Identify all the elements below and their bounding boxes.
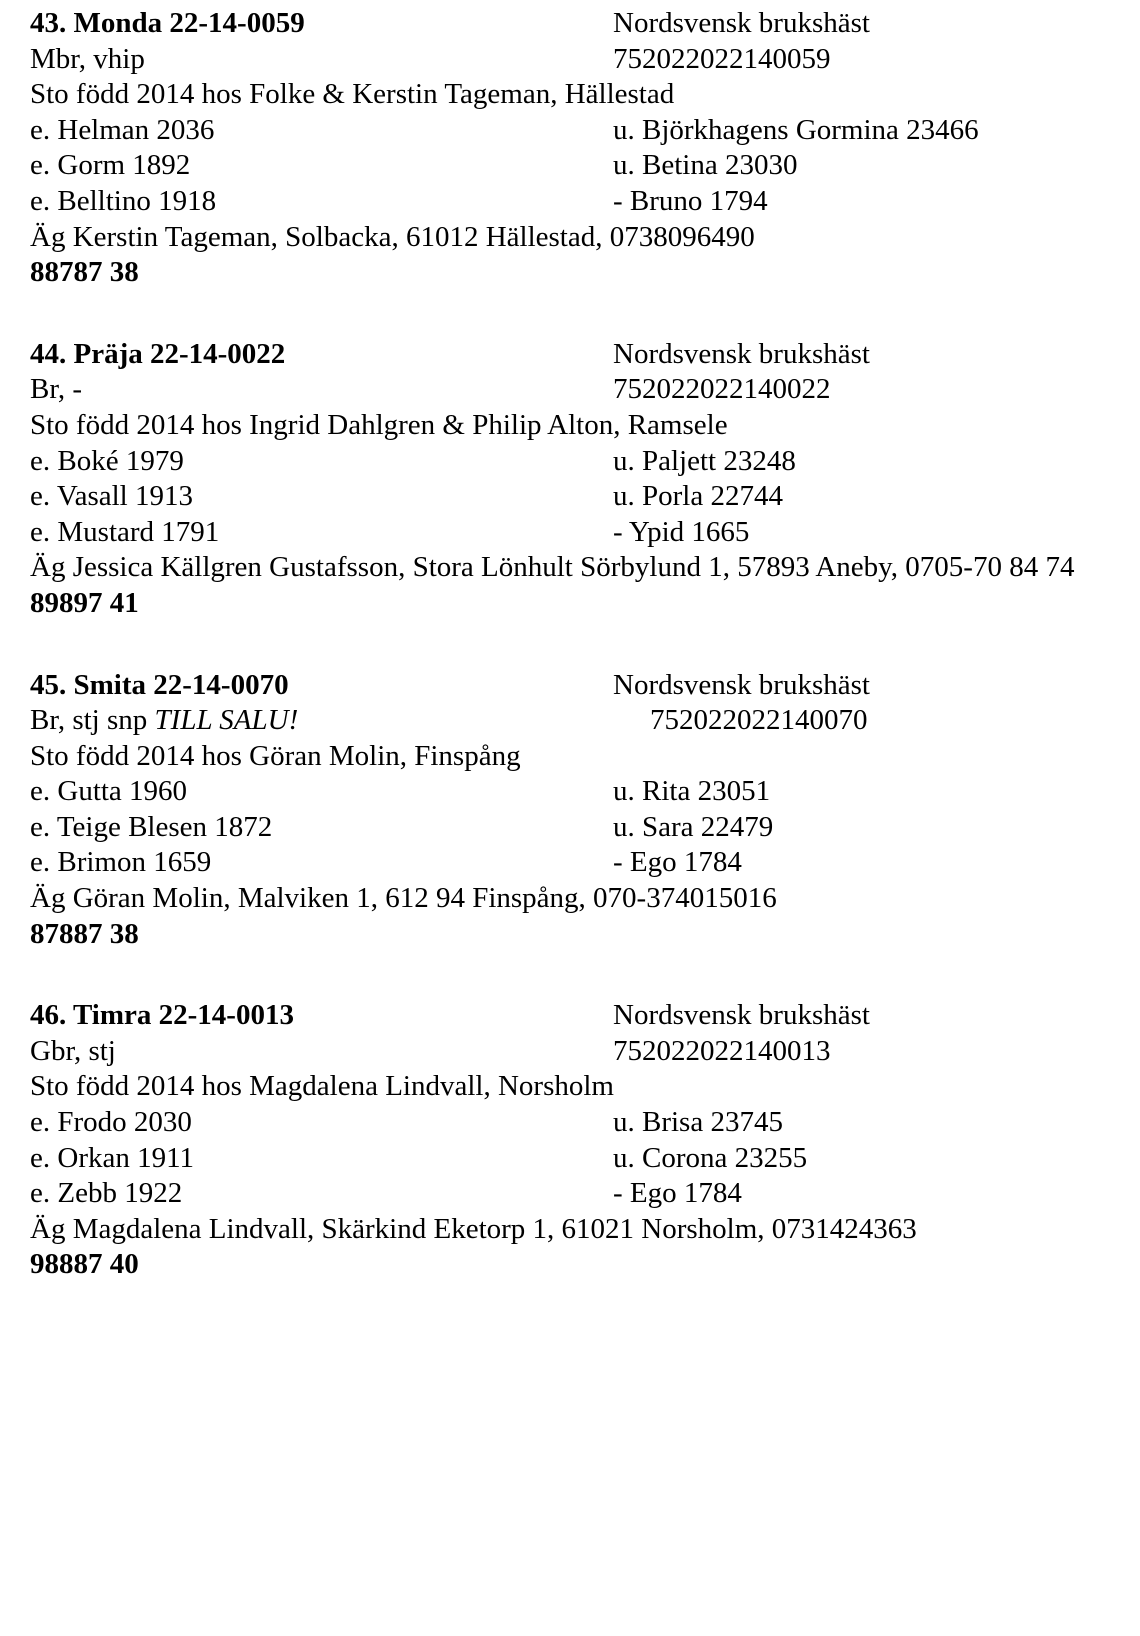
color-markings-text: Gbr, stj	[30, 1034, 116, 1067]
entry-marks-row	[30, 703, 1110, 739]
entry-header-row	[30, 668, 1110, 704]
entry-owner-line: Äg Göran Molin, Malviken 1, 612 94 Finspång, 070-374015016	[30, 882, 777, 915]
pedigree-row	[30, 184, 1110, 220]
entry-birth-line: Sto född 2014 hos Magdalena Lindvall, Norsholm	[30, 1070, 614, 1103]
for-sale-note: TILL SALU!	[154, 704, 299, 737]
pedigree-dam: u. Rita 23051	[613, 775, 771, 808]
entry-title: 43. Monda 22-14-0059	[30, 7, 305, 39]
pedigree-sire: e. Vasall 1913	[30, 480, 193, 513]
entry-header-row	[30, 337, 1110, 373]
pedigree-dam: - Ego 1784	[613, 1177, 742, 1210]
pedigree-sire: e. Helman 2036	[30, 113, 215, 146]
entry-birth-line: Sto född 2014 hos Folke & Kerstin Tageman, Hällestad	[30, 78, 675, 111]
entry-birth-line: Sto född 2014 hos Ingrid Dahlgren & Philip Alton, Ramsele	[30, 408, 728, 441]
pedigree-sire: e. Gutta 1960	[30, 775, 188, 808]
entry-score: 89897 41	[30, 586, 139, 619]
pedigree-dam: u. Porla 22744	[613, 480, 783, 513]
entry-list	[30, 6, 1110, 1283]
entry-header-row	[30, 998, 1110, 1034]
pedigree-sire: e. Brimon 1659	[30, 846, 212, 879]
color-markings-text: Br, -	[30, 373, 82, 406]
entry-owner-line: Äg Kerstin Tageman, Solbacka, 61012 Hällestad, 0738096490	[30, 220, 755, 253]
entry-registration-number: 752022022140013	[613, 1034, 831, 1067]
entry-breed: Nordsvensk brukshäst	[613, 999, 870, 1032]
pedigree-row	[30, 1141, 1110, 1177]
pedigree-row	[30, 1105, 1110, 1141]
entry-color-markings	[30, 703, 613, 739]
horse-entry	[30, 6, 1110, 291]
horse-entry	[30, 668, 1110, 953]
entry-score: 98887 40	[30, 1248, 139, 1281]
entry-owner-line: Äg Magdalena Lindvall, Skärkind Eketorp 1, 61021 Norsholm, 0731424363	[30, 1212, 917, 1245]
entry-breed: Nordsvensk brukshäst	[613, 7, 870, 39]
pedigree-dam: u. Corona 23255	[613, 1141, 808, 1174]
pedigree-sire: e. Orkan 1911	[30, 1141, 195, 1174]
entry-color-markings	[30, 42, 613, 78]
pedigree-dam: u. Betina 23030	[613, 149, 798, 182]
entry-breed: Nordsvensk brukshäst	[613, 337, 870, 370]
pedigree-sire: e. Teige Blesen 1872	[30, 810, 273, 843]
pedigree-row	[30, 148, 1110, 184]
horse-entry	[30, 337, 1110, 622]
color-markings-text: Br, stj snp	[30, 704, 155, 737]
pedigree-sire: e. Boké 1979	[30, 444, 184, 477]
pedigree-row	[30, 774, 1110, 810]
horse-entry	[30, 998, 1110, 1283]
pedigree-dam: u. Björkhagens Gormina 23466	[613, 113, 979, 146]
pedigree-row	[30, 810, 1110, 846]
pedigree-dam: u. Brisa 23745	[613, 1106, 783, 1139]
pedigree-sire: e. Mustard 1791	[30, 515, 220, 548]
entry-score: 88787 38	[30, 256, 139, 289]
pedigree-sire: e. Gorm 1892	[30, 149, 191, 182]
entry-color-markings	[30, 1034, 613, 1070]
entry-owner-line: Äg Jessica Källgren Gustafsson, Stora Lönhult Sörbylund 1, 57893 Aneby, 0705-70 84 74	[30, 551, 1075, 584]
entry-birth-line: Sto född 2014 hos Göran Molin, Finspång	[30, 739, 521, 772]
entry-header-row	[30, 6, 1110, 42]
pedigree-row	[30, 113, 1110, 149]
pedigree-row	[30, 479, 1110, 515]
entry-marks-row	[30, 1034, 1110, 1070]
pedigree-dam: - Bruno 1794	[613, 184, 768, 217]
pedigree-dam: - Ego 1784	[613, 846, 742, 879]
pedigree-sire: e. Frodo 2030	[30, 1106, 192, 1139]
pedigree-row	[30, 845, 1110, 881]
entry-registration-number: 752022022140022	[613, 373, 831, 406]
pedigree-row	[30, 515, 1110, 551]
color-markings-text: Mbr, vhip	[30, 42, 145, 75]
entry-marks-row	[30, 42, 1110, 78]
entry-registration-number: 752022022140070	[650, 704, 868, 737]
pedigree-sire: e. Belltino 1918	[30, 184, 217, 217]
entry-marks-row	[30, 372, 1110, 408]
pedigree-row	[30, 1176, 1110, 1212]
pedigree-dam: u. Sara 22479	[613, 810, 774, 843]
pedigree-dam: u. Paljett 23248	[613, 444, 796, 477]
pedigree-dam: - Ypid 1665	[613, 515, 750, 548]
entry-registration-number: 752022022140059	[613, 42, 831, 75]
pedigree-sire: e. Zebb 1922	[30, 1177, 183, 1210]
pedigree-row	[30, 444, 1110, 480]
entry-title: 46. Timra 22-14-0013	[30, 999, 294, 1032]
entry-score: 87887 38	[30, 917, 139, 950]
entry-title: 45. Smita 22-14-0070	[30, 668, 289, 701]
entry-title: 44. Präja 22-14-0022	[30, 337, 286, 370]
entry-color-markings	[30, 372, 613, 408]
entry-breed: Nordsvensk brukshäst	[613, 668, 870, 701]
